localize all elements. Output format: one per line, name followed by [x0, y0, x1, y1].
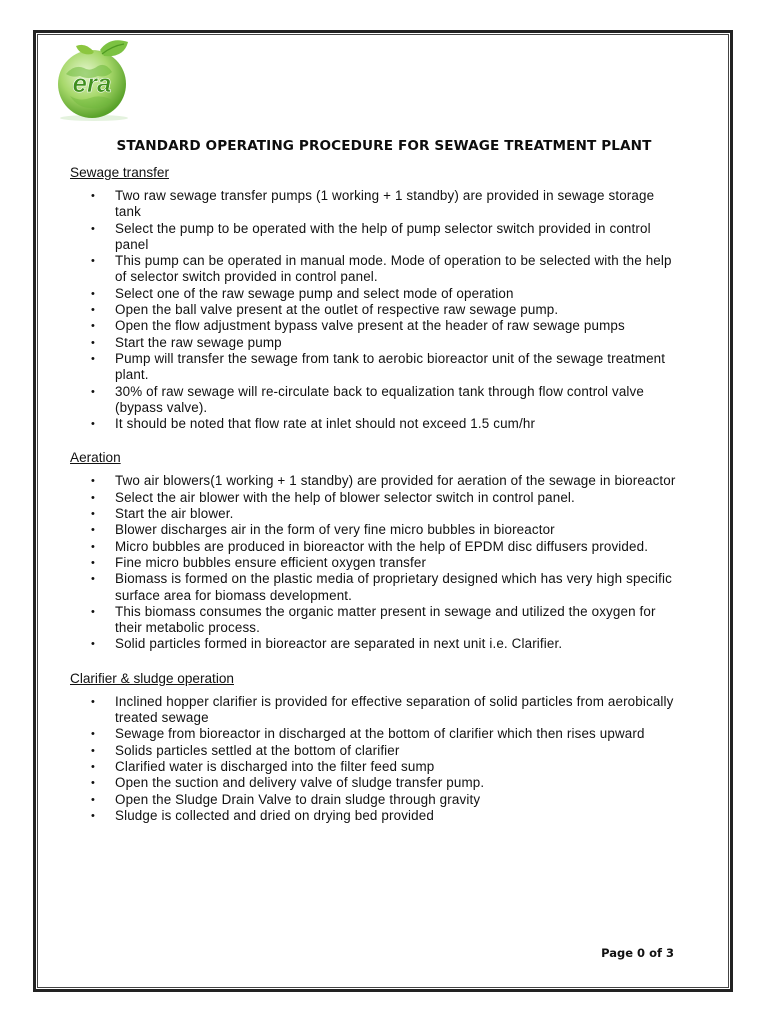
bullet-icon: •: [91, 744, 96, 757]
list-item: • Start the air blower.: [91, 506, 234, 522]
section-sewage-transfer: [70, 165, 680, 432]
list-item: • Clarified water is discharged into the filter feed sump: [91, 758, 435, 774]
list-item: • Biomass is formed on the plastic media of proprietary designed which has very high specific surface area for biomass development.: [91, 571, 672, 603]
list-item: • Open the ball valve present at the outlet of respective raw sewage pump.: [91, 302, 559, 318]
bullet-list: [70, 188, 680, 432]
section-heading: Clarifier & sludge operation: [70, 670, 234, 686]
document-body: [70, 165, 680, 824]
list-item: • Fine micro bubbles ensure efficient oxygen transfer: [91, 554, 427, 570]
bullet-icon: •: [91, 793, 96, 806]
section-heading: Aeration: [70, 450, 121, 466]
bullet-icon: •: [91, 508, 96, 521]
list-item: • Sewage from bioreactor in discharged at the bottom of clarifier which then rises upward: [91, 726, 645, 742]
bullet-icon: •: [91, 418, 96, 431]
bullet-icon: •: [91, 255, 96, 268]
bullet-icon: •: [91, 320, 96, 333]
list-item: • It should be noted that flow rate at inlet should not exceed 1.5 cum/hr: [91, 416, 536, 432]
bullet-icon: •: [91, 304, 96, 317]
list-item: • Open the flow adjustment bypass valve present at the header of raw sewage pumps: [91, 318, 625, 334]
bullet-icon: •: [91, 287, 96, 300]
bullet-icon: •: [91, 573, 96, 586]
bullet-icon: •: [91, 524, 96, 537]
bullet-icon: •: [91, 695, 96, 708]
list-item: • This pump can be operated in manual mode. Mode of operation to be selected with the help of selector switch provided in control panel.: [91, 253, 672, 285]
bullet-icon: •: [91, 222, 96, 235]
section-aeration: [70, 450, 680, 652]
bullet-list: [70, 694, 680, 824]
era-logo: [46, 40, 142, 122]
list-item: • Open the suction and delivery valve of sludge transfer pump.: [91, 775, 485, 791]
page-number: Page 0 of 3: [601, 946, 674, 960]
list-item: • Select one of the raw sewage pump and select mode of operation: [91, 285, 514, 301]
list-item: • 30% of raw sewage will re-circulate back to equalization tank through flow control valve (bypass valve).: [91, 383, 645, 415]
section-clarifier: [70, 671, 680, 824]
list-item: • Two air blowers(1 working + 1 standby) are provided for aeration of the sewage in bioreactor: [91, 473, 676, 489]
list-item: • Blower discharges air in the form of very fine micro bubbles in bioreactor: [91, 522, 555, 538]
bullet-icon: •: [91, 760, 96, 773]
list-item: • Solids particles settled at the bottom of clarifier: [91, 742, 400, 758]
list-item: • Open the Sludge Drain Valve to drain sludge through gravity: [91, 791, 481, 807]
bullet-list: [70, 473, 680, 652]
bullet-icon: •: [91, 638, 96, 651]
list-item: • Select the air blower with the help of blower selector switch in control panel.: [91, 489, 575, 505]
bullet-icon: •: [91, 385, 96, 398]
list-item: • Pump will transfer the sewage from tank to aerobic bioreactor unit of the sewage treatment plant.: [91, 350, 666, 383]
list-item: • This biomass consumes the organic matter present in sewage and utilized the oxygen for their metabolic process.: [91, 603, 656, 636]
bullet-icon: •: [91, 777, 96, 790]
bullet-icon: •: [91, 809, 96, 822]
logo-text: era: [72, 68, 112, 98]
list-item: • Two raw sewage transfer pumps (1 working + 1 standby) are provided in sewage storage tank: [91, 188, 655, 220]
list-item: • Select the pump to be operated with the help of pump selector switch provided in control panel: [91, 220, 651, 252]
list-item: • Start the raw sewage pump: [91, 334, 282, 350]
list-item: • Inclined hopper clarifier is provided for effective separation of solid particles from aerobically treated sewage: [91, 693, 674, 726]
document-title: STANDARD OPERATING PROCEDURE FOR SEWAGE TREATMENT PLANT: [116, 138, 652, 154]
bullet-icon: •: [91, 728, 96, 741]
bullet-icon: •: [91, 190, 96, 202]
bullet-icon: •: [91, 352, 96, 365]
bullet-icon: •: [91, 556, 96, 569]
bullet-icon: •: [91, 605, 96, 618]
bullet-icon: •: [91, 540, 96, 553]
list-item: • Micro bubbles are produced in bioreactor with the help of EPDM disc diffusers provided.: [91, 538, 649, 554]
list-item: • Solid particles formed in bioreactor are separated in next unit i.e. Clarifier.: [91, 636, 563, 652]
list-item: • Sludge is collected and dried on drying bed provided: [91, 807, 434, 823]
bullet-icon: •: [91, 491, 96, 504]
section-heading: Sewage transfer: [70, 165, 169, 180]
bullet-icon: •: [91, 336, 96, 349]
bullet-icon: •: [91, 475, 96, 488]
